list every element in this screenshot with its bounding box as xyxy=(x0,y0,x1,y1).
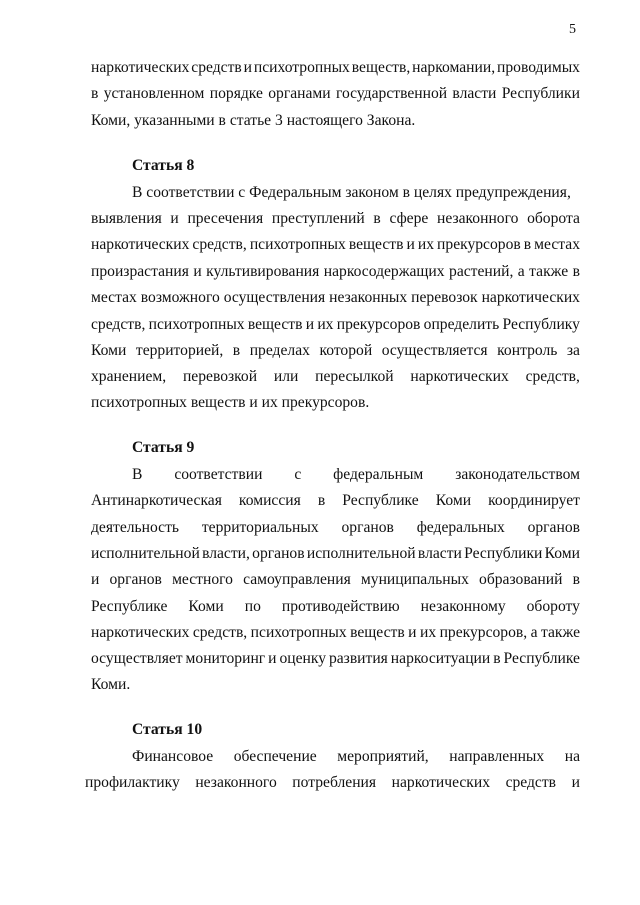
word: в xyxy=(572,571,580,588)
word: местах xyxy=(534,236,580,253)
word: местах xyxy=(91,289,137,306)
word: наркотических xyxy=(391,774,491,791)
word: контроль xyxy=(497,342,558,359)
word: растений, xyxy=(449,263,514,280)
word: определить xyxy=(423,316,500,333)
word: психотропных xyxy=(250,624,347,641)
word: и xyxy=(91,571,100,588)
word: наркотических xyxy=(91,236,190,253)
word: направленных xyxy=(449,748,545,765)
word: средств, xyxy=(192,624,248,641)
word: возможного xyxy=(140,289,220,306)
word: в xyxy=(317,492,326,509)
article-8-line-5 xyxy=(91,288,580,308)
word: психотропных xyxy=(249,236,346,253)
word: и xyxy=(170,210,179,227)
word: осуществляется xyxy=(381,342,488,359)
word: перевозкой xyxy=(182,368,258,385)
article-10-heading: Статья 10 xyxy=(132,721,203,738)
word: психотропных xyxy=(148,316,245,333)
word: В xyxy=(132,466,143,483)
article-8-line-1: В соответствии с Федеральным законом в целях предупреждения, xyxy=(132,184,571,201)
word: органов xyxy=(341,519,394,536)
word: веществ, xyxy=(351,59,411,76)
word: обороту xyxy=(526,598,580,615)
word: наркотических xyxy=(481,289,580,306)
word: наркотических xyxy=(410,368,509,385)
word: в xyxy=(523,236,532,253)
word: веществ xyxy=(350,624,405,641)
word: территориальных xyxy=(201,519,319,536)
word: Коми xyxy=(435,492,472,509)
word: власти xyxy=(417,545,462,562)
word: с xyxy=(294,466,302,483)
word: и xyxy=(408,624,417,641)
word: средств, xyxy=(525,368,580,385)
word: их xyxy=(417,236,435,253)
word: культивирования xyxy=(206,263,320,280)
word: наркотических xyxy=(91,624,190,641)
word: местного xyxy=(172,571,233,588)
article-9-line-1 xyxy=(132,465,580,485)
word: в xyxy=(493,650,501,667)
article-8-heading: Статья 8 xyxy=(132,157,195,174)
word: наркоситуации xyxy=(390,650,491,667)
word: их xyxy=(419,624,437,641)
word: наркотических xyxy=(91,59,190,76)
word: Республики xyxy=(464,545,543,562)
word: обеспечение xyxy=(233,748,317,765)
word: прекурсоров xyxy=(437,236,521,253)
word: муниципальных xyxy=(360,571,469,588)
word: также xyxy=(529,263,569,280)
word: средств xyxy=(191,59,242,76)
article-10-line-1 xyxy=(132,747,580,767)
word: выявления xyxy=(91,210,162,227)
word: образований xyxy=(479,571,563,588)
word: пределах xyxy=(249,342,310,359)
word: перевозок xyxy=(411,289,478,306)
article-10-line-2 xyxy=(85,773,580,793)
word: веществ xyxy=(348,236,404,253)
word: средств, xyxy=(192,236,247,253)
intro-line-2 xyxy=(91,84,580,104)
word: Коми xyxy=(544,545,580,562)
article-8-line-8 xyxy=(91,367,580,387)
word: и xyxy=(268,650,277,667)
word: осуществляет xyxy=(91,650,183,667)
word: органов xyxy=(252,545,305,562)
word: в xyxy=(91,85,99,102)
word: также xyxy=(541,624,580,641)
article-9-line-6 xyxy=(91,597,580,617)
word: осуществления xyxy=(223,289,326,306)
word: установленном xyxy=(103,85,205,102)
word: средств xyxy=(505,774,557,791)
word: координирует xyxy=(488,492,580,509)
word: органов xyxy=(109,571,162,588)
word: на xyxy=(564,748,580,765)
article-8-line-4 xyxy=(91,262,580,282)
word: их xyxy=(317,316,334,333)
article-8-line-6 xyxy=(91,315,580,335)
word: преступлений xyxy=(271,210,365,227)
word: территорией, xyxy=(135,342,224,359)
intro-line-1 xyxy=(91,58,580,78)
word: противодействию xyxy=(281,598,400,615)
word: федеральных xyxy=(416,519,505,536)
word: или xyxy=(273,368,299,385)
article-9-line-8 xyxy=(91,649,580,669)
word: Республику xyxy=(502,316,580,333)
word: незаконного xyxy=(436,210,519,227)
article-9-line-4 xyxy=(91,544,580,564)
word: Республике xyxy=(342,492,419,509)
word: незаконных xyxy=(329,289,408,306)
word: произрастания xyxy=(91,263,189,280)
word: государственной xyxy=(335,85,448,102)
word: в xyxy=(232,342,241,359)
word: а xyxy=(517,263,525,280)
article-8-line-2 xyxy=(91,209,580,229)
word: и xyxy=(571,774,580,791)
word: и xyxy=(193,263,202,280)
article-8-line-9: психотропных веществ и их прекурсоров. xyxy=(91,394,370,411)
word: соответствии xyxy=(174,466,263,483)
word: которой xyxy=(319,342,373,359)
article-8-line-7 xyxy=(91,341,580,361)
word: веществ xyxy=(247,316,303,333)
article-9-line-2 xyxy=(91,491,580,511)
word: прекурсоров xyxy=(336,316,421,333)
word: профилактику xyxy=(85,774,180,791)
article-9-line-7 xyxy=(91,623,580,643)
article-8-line-3 xyxy=(91,235,580,255)
word: а xyxy=(530,624,538,641)
word: законодательством xyxy=(455,466,580,483)
word: порядке xyxy=(209,85,263,102)
word: сфере xyxy=(389,210,429,227)
word: незаконному xyxy=(420,598,506,615)
word: и xyxy=(243,59,252,76)
word: проводимых xyxy=(497,59,580,76)
word: по xyxy=(244,598,261,615)
word: и xyxy=(305,316,315,333)
word: мероприятий, xyxy=(337,748,429,765)
word: средств, xyxy=(91,316,146,333)
word: комиссия xyxy=(238,492,301,509)
word: психотропных xyxy=(253,59,350,76)
word: Коми xyxy=(188,598,224,615)
word: органов xyxy=(527,519,580,536)
article-9-line-9: Коми. xyxy=(91,676,131,693)
word: оценку xyxy=(279,650,326,667)
word: за xyxy=(566,342,580,359)
article-9-line-3 xyxy=(91,518,580,538)
word: развития xyxy=(328,650,388,667)
word: самоуправления xyxy=(243,571,351,588)
word: пересылкой xyxy=(315,368,394,385)
word: оборота xyxy=(527,210,580,227)
article-9-heading: Статья 9 xyxy=(132,439,195,456)
article-9-line-5 xyxy=(91,570,580,590)
word: Финансовое xyxy=(132,748,214,765)
word: наркосодержащих xyxy=(323,263,445,280)
intro-line-3: Коми, указанными в статье 3 настоящего Закона. xyxy=(91,112,416,129)
word: исполнительной xyxy=(306,545,416,562)
word: мониторинг xyxy=(185,650,266,667)
word: исполнительной xyxy=(91,545,200,562)
word: в xyxy=(572,263,580,280)
word: Коми xyxy=(91,342,127,359)
page-number: 5 xyxy=(569,22,576,37)
word: хранением, xyxy=(91,368,167,385)
word: деятельность xyxy=(91,519,180,536)
word: и xyxy=(406,236,415,253)
word: Антинаркотическая xyxy=(91,492,222,509)
word: в xyxy=(373,210,381,227)
word: прекурсоров, xyxy=(439,624,528,641)
word: Республике xyxy=(91,598,168,615)
word: органами xyxy=(268,85,331,102)
word: федеральным xyxy=(333,466,424,483)
word: Республики xyxy=(501,85,580,102)
word: наркомании, xyxy=(412,59,496,76)
word: Республике xyxy=(503,650,580,667)
word: незаконного xyxy=(195,774,277,791)
word: власти xyxy=(452,85,497,102)
word: власти, xyxy=(202,545,250,562)
word: пресечения xyxy=(187,210,264,227)
word: потребления xyxy=(292,774,377,791)
